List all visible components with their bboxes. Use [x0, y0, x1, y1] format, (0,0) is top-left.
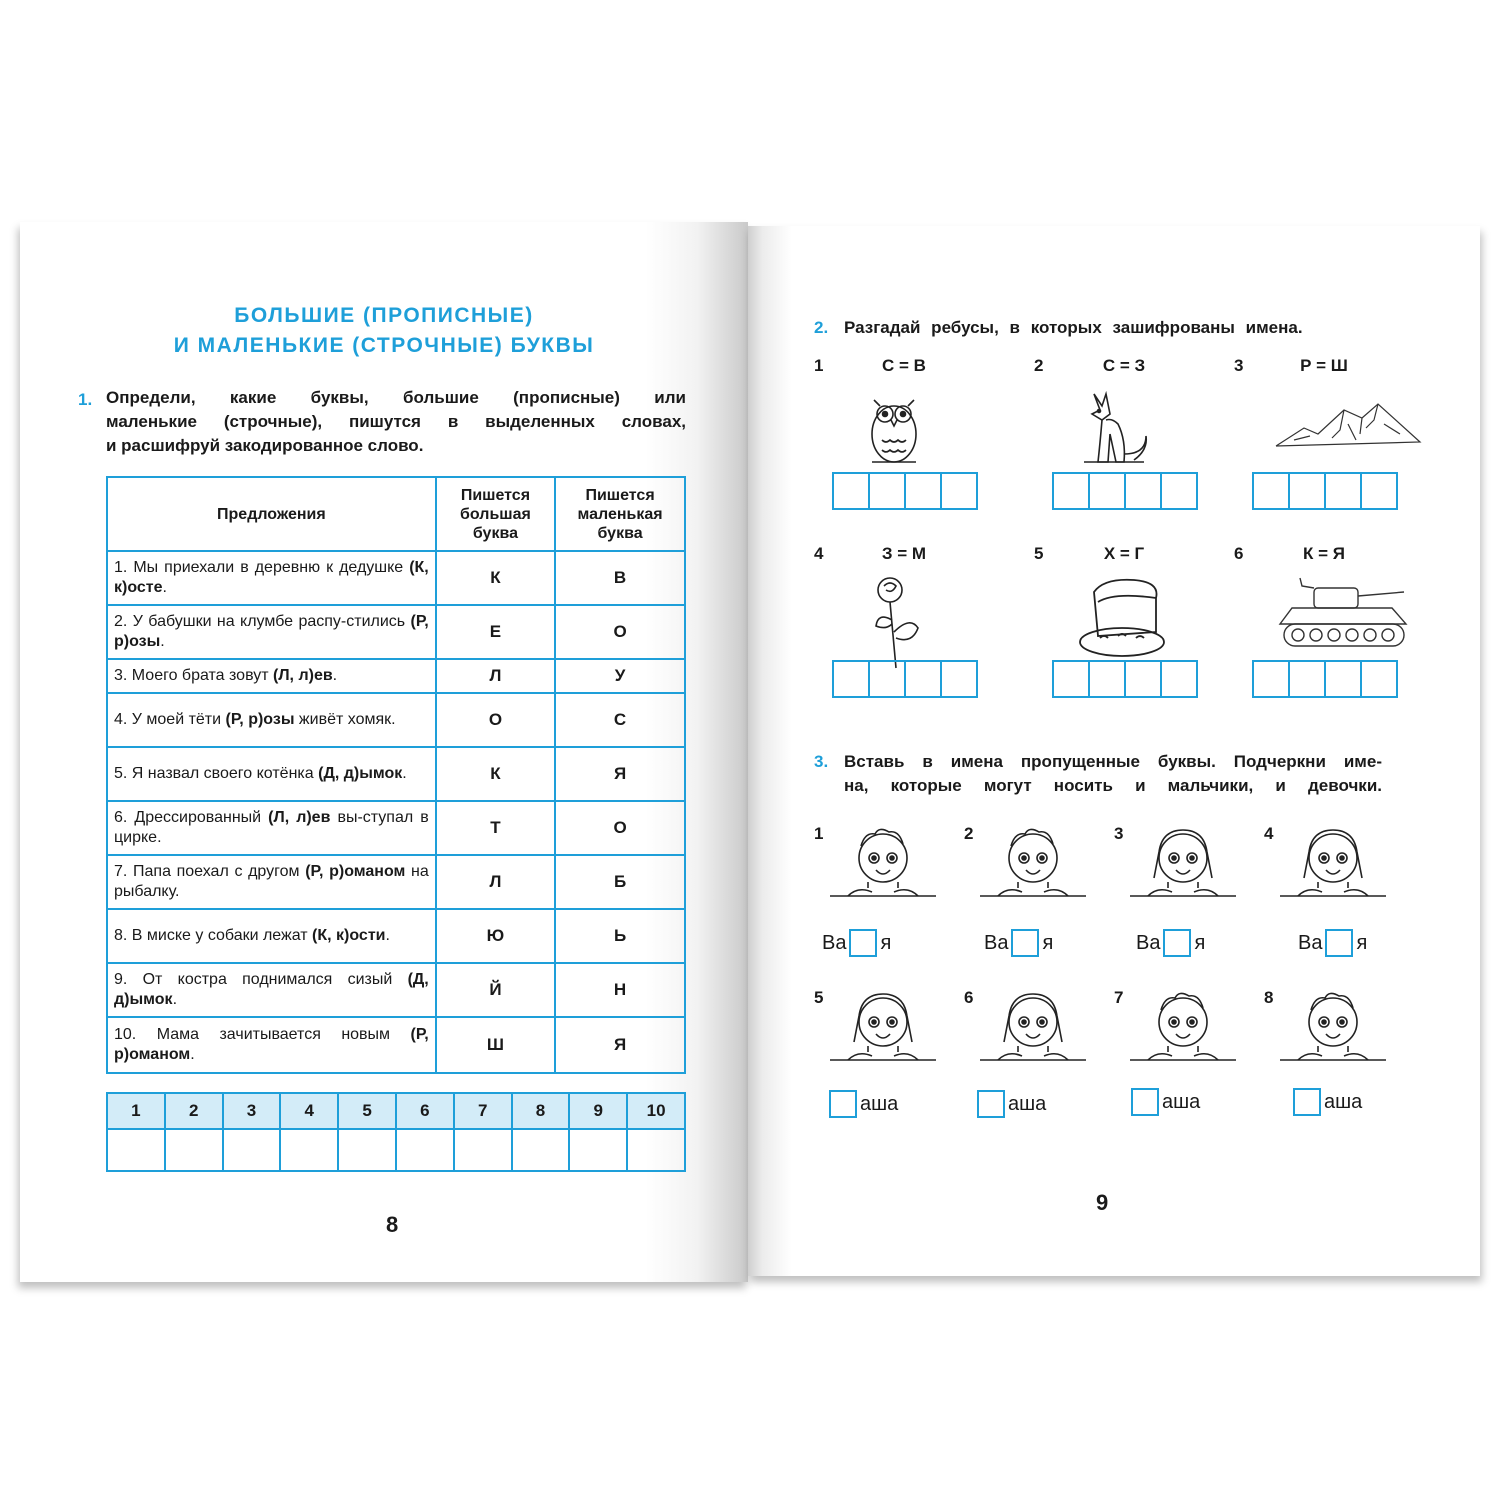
- page-number-right: 9: [1096, 1190, 1109, 1215]
- small-letter-cell: Я: [555, 1017, 685, 1073]
- header-small-letter: Пишется маленькая буква: [555, 477, 685, 551]
- sentence-text-end: .: [172, 991, 178, 1008]
- page-title-line2: И МАЛЕНЬКИЕ (СТРОЧНЫЕ) БУКВЫ: [173, 334, 595, 357]
- task1-text: [78, 386, 686, 458]
- answer-box[interactable]: [868, 660, 906, 698]
- table-row: [107, 551, 685, 605]
- big-letter-cell: Л: [436, 855, 555, 909]
- highlighted-word: (Д, д)ымок: [114, 971, 429, 1008]
- small-letter-cell: Н: [555, 963, 685, 1017]
- rebus-item: [1034, 356, 1194, 536]
- big-letter-cell: О: [436, 693, 555, 747]
- rebus-number: 5: [1034, 544, 1044, 563]
- code-number: 8: [512, 1093, 570, 1129]
- missing-letter-box[interactable]: [829, 1090, 857, 1118]
- sentence-cell: [107, 801, 436, 855]
- kid-number: 6: [964, 988, 974, 1007]
- big-letter-cell: Т: [436, 801, 555, 855]
- missing-letter-box[interactable]: [977, 1090, 1005, 1118]
- task3-number: 3.: [814, 752, 829, 771]
- answer-boxes: [834, 472, 978, 510]
- sentence-cell: [107, 693, 436, 747]
- small-letter-cell: О: [555, 801, 685, 855]
- missing-letter-box[interactable]: [1011, 929, 1039, 957]
- name-with-gap: [984, 929, 1053, 957]
- table-row: [107, 605, 685, 659]
- name-suffix: аша: [1162, 1090, 1201, 1113]
- small-letter-cell: У: [555, 659, 685, 693]
- rebus-rule: С = З: [1102, 356, 1146, 375]
- sentence-text: 3. Моего брата зовут: [114, 667, 273, 684]
- code-number-row: [107, 1093, 685, 1129]
- left-page: [20, 222, 748, 1282]
- name-suffix: аша: [1008, 1092, 1047, 1115]
- task2-number: 2.: [814, 318, 829, 337]
- task1-line1: Определи, какие буквы, большие (прописные) или: [106, 388, 686, 407]
- missing-letter-box[interactable]: [1131, 1088, 1159, 1116]
- sentence-text: 10. Мама зачитывается новым: [114, 1026, 411, 1043]
- sentence-text-end: .: [190, 1046, 195, 1063]
- rebus-rule: С = В: [882, 356, 926, 375]
- sentence-text: 4. У моей тёти: [114, 711, 226, 728]
- sentence-cell: [107, 605, 436, 659]
- kid-number: 8: [1264, 988, 1274, 1007]
- name-suffix: я: [880, 931, 892, 954]
- sentence-text-end: на рыбалку.: [114, 863, 429, 900]
- answer-box[interactable]: [940, 660, 978, 698]
- highlighted-word: (Р, р)озы: [114, 613, 429, 650]
- sentence-text: 5. Я назвал своего котёнка: [114, 765, 319, 782]
- big-letter-cell: К: [436, 551, 555, 605]
- table-row: [107, 659, 685, 693]
- header-big-letter: Пишется большая буква: [436, 477, 555, 551]
- big-letter-cell: Л: [436, 659, 555, 693]
- sentence-text-end: живёт хомяк.: [294, 711, 396, 728]
- code-answer-cell[interactable]: [454, 1129, 512, 1171]
- page-title-line1: БОЛЬШИЕ (ПРОПИСНЫЕ): [234, 304, 534, 327]
- sentences-table: [106, 476, 686, 1074]
- sentence-text-end: .: [162, 579, 167, 596]
- kid-number: 7: [1114, 988, 1124, 1007]
- highlighted-word: (К, к)ости: [312, 927, 386, 944]
- code-answer-cell[interactable]: [512, 1129, 570, 1171]
- highlighted-word: (Л, л)ев: [268, 809, 331, 826]
- code-answer-cell[interactable]: [627, 1129, 685, 1171]
- answer-box[interactable]: [832, 660, 870, 698]
- answer-box[interactable]: [1288, 660, 1326, 698]
- name-with-gap: [1298, 929, 1367, 957]
- answer-box[interactable]: [1360, 472, 1398, 510]
- table-row: [107, 1017, 685, 1073]
- rebus-item: [1234, 356, 1394, 536]
- sentence-text: 8. В миске у собаки лежат: [114, 927, 313, 944]
- code-answer-cell[interactable]: [165, 1129, 223, 1171]
- small-letter-cell: Ь: [555, 909, 685, 963]
- code-answer-cell[interactable]: [396, 1129, 454, 1171]
- small-letter-cell: Б: [555, 855, 685, 909]
- sentence-text-end: .: [385, 927, 390, 944]
- highlighted-word: (Р, р)озы: [225, 711, 295, 728]
- name-suffix: аша: [1324, 1090, 1363, 1113]
- highlighted-word: (К, к)осте: [114, 559, 429, 596]
- missing-letter-box[interactable]: [1163, 929, 1191, 957]
- answer-box[interactable]: [1360, 660, 1398, 698]
- sentence-cell: [107, 659, 436, 693]
- rebus-item: [814, 356, 974, 536]
- answer-boxes: [1054, 660, 1198, 698]
- answer-box[interactable]: [1160, 472, 1198, 510]
- rebus-rule: Р = Ш: [1300, 356, 1348, 375]
- rebus-number: 6: [1234, 544, 1244, 563]
- answer-box[interactable]: [1052, 660, 1090, 698]
- kid-number: 3: [1114, 824, 1124, 843]
- sentence-text-end: .: [402, 765, 407, 782]
- table-row: [107, 801, 685, 855]
- rebus-rule: Х = Г: [1103, 544, 1145, 563]
- code-number: 2: [165, 1093, 223, 1129]
- rebus-rule: К = Я: [1303, 544, 1345, 563]
- kid-number: 1: [814, 824, 824, 843]
- code-number: 7: [454, 1093, 512, 1129]
- answer-box[interactable]: [1088, 472, 1126, 510]
- missing-letter-box[interactable]: [1293, 1088, 1321, 1116]
- code-answer-cell[interactable]: [280, 1129, 338, 1171]
- answer-box[interactable]: [1252, 472, 1290, 510]
- header-sentences: Предложения: [107, 477, 436, 551]
- sentence-text-end: .: [160, 633, 165, 650]
- name-with-gap: [822, 929, 891, 957]
- table-row: [107, 693, 685, 747]
- code-number: 10: [627, 1093, 685, 1129]
- sentence-cell: [107, 747, 436, 801]
- task2-instruction: Разгадай ребусы, в которых зашифрованы имена.: [844, 318, 1303, 337]
- table-row: [107, 747, 685, 801]
- task1-line2: маленькие (строчные), пишутся в выделенных словах,: [106, 412, 686, 431]
- task1-number: 1.: [78, 390, 93, 409]
- missing-letter-box[interactable]: [849, 929, 877, 957]
- table-row: [107, 963, 685, 1017]
- answer-box[interactable]: [1288, 472, 1326, 510]
- answer-box[interactable]: [1324, 472, 1362, 510]
- name-with-gap: [1290, 1088, 1362, 1116]
- task1-line3: и расшифруй закодированное слово.: [106, 436, 424, 455]
- table-row: [107, 909, 685, 963]
- table-header-row: [107, 477, 685, 551]
- task3-line2: на, которые могут носить и мальчики, и девочки.: [844, 776, 1382, 795]
- name-prefix: Ва: [984, 931, 1009, 954]
- code-answer-cell[interactable]: [107, 1129, 165, 1171]
- sentence-cell: [107, 1017, 436, 1073]
- missing-letter-box[interactable]: [1325, 929, 1353, 957]
- page-number-left: 8: [386, 1212, 399, 1237]
- sentence-text-end: вы-ступал в цирке.: [114, 809, 429, 846]
- rebus-number: 1: [814, 356, 824, 375]
- answer-boxes: [834, 660, 978, 698]
- answer-box[interactable]: [1160, 660, 1198, 698]
- table-row: [107, 855, 685, 909]
- code-answer-row: [107, 1129, 685, 1171]
- name-prefix: Ва: [1298, 931, 1323, 954]
- table-body: [107, 551, 685, 1073]
- sentence-text: 2. У бабушки на клумбе распу-стились: [114, 613, 411, 630]
- code-number: 5: [338, 1093, 396, 1129]
- rebus-item: [1034, 544, 1194, 724]
- highlighted-word: (Д, д)ымок: [318, 765, 403, 782]
- name-with-gap: [1128, 1088, 1200, 1116]
- name-with-gap: [974, 1090, 1046, 1118]
- answer-box[interactable]: [868, 472, 906, 510]
- answer-box[interactable]: [1324, 660, 1362, 698]
- small-letter-cell: Я: [555, 747, 685, 801]
- sentence-text: 7. Папа поехал с другом: [114, 863, 306, 880]
- answer-boxes: [1254, 472, 1398, 510]
- code-table: [106, 1092, 686, 1172]
- code-number: 4: [280, 1093, 338, 1129]
- kid-number: 2: [964, 824, 974, 843]
- rebus-item: [1234, 544, 1394, 724]
- rebus-number: 4: [814, 544, 824, 563]
- name-suffix: я: [1356, 931, 1368, 954]
- answer-box[interactable]: [1252, 660, 1290, 698]
- answer-box[interactable]: [940, 472, 978, 510]
- small-letter-cell: С: [555, 693, 685, 747]
- big-letter-cell: Ш: [436, 1017, 555, 1073]
- sentence-cell: [107, 855, 436, 909]
- name-suffix: я: [1042, 931, 1054, 954]
- task3-text: [814, 750, 1382, 798]
- rebus-number: 2: [1034, 356, 1044, 375]
- big-letter-cell: Й: [436, 963, 555, 1017]
- answer-box[interactable]: [904, 472, 942, 510]
- rebus-rule: З = М: [881, 544, 927, 563]
- answer-box[interactable]: [1088, 660, 1126, 698]
- name-suffix: я: [1194, 931, 1206, 954]
- sentence-cell: [107, 551, 436, 605]
- task3-line1: Вставь в имена пропущенные буквы. Подчеркни име-: [844, 752, 1382, 771]
- answer-box[interactable]: [1052, 472, 1090, 510]
- code-answer-cell[interactable]: [569, 1129, 627, 1171]
- sentence-text: 9. От костра поднимался сизый: [114, 971, 408, 988]
- answer-box[interactable]: [1124, 660, 1162, 698]
- highlighted-word: (Л, л)ев: [273, 667, 333, 684]
- big-letter-cell: К: [436, 747, 555, 801]
- answer-box[interactable]: [832, 472, 870, 510]
- name-with-gap: [1136, 929, 1205, 957]
- sentence-cell: [107, 909, 436, 963]
- right-page: [748, 226, 1480, 1276]
- sentence-text-end: .: [332, 667, 338, 684]
- highlighted-word: (Р, р)оманом: [114, 1026, 429, 1063]
- small-letter-cell: В: [555, 551, 685, 605]
- kid-number: 5: [814, 988, 824, 1007]
- big-letter-cell: Ю: [436, 909, 555, 963]
- answer-boxes: [1254, 660, 1398, 698]
- answer-box[interactable]: [1124, 472, 1162, 510]
- code-number: 9: [569, 1093, 627, 1129]
- code-number: 1: [107, 1093, 165, 1129]
- rebus-item: [814, 544, 974, 724]
- sentence-text: 6. Дрессированный: [114, 809, 269, 826]
- answer-boxes: [1054, 472, 1198, 510]
- name-prefix: Ва: [822, 931, 847, 954]
- name-prefix: Ва: [1136, 931, 1161, 954]
- name-with-gap: [826, 1090, 898, 1118]
- answer-box[interactable]: [904, 660, 942, 698]
- small-letter-cell: О: [555, 605, 685, 659]
- sentence-text: 1. Мы приехали в деревню к дедушке: [114, 559, 410, 576]
- code-number: 3: [223, 1093, 281, 1129]
- sentence-cell: [107, 963, 436, 1017]
- name-suffix: аша: [860, 1092, 899, 1115]
- code-number: 6: [396, 1093, 454, 1129]
- highlighted-word: (Р, р)оманом: [305, 863, 406, 880]
- rebus-number: 3: [1234, 356, 1244, 375]
- code-answer-cell[interactable]: [223, 1129, 281, 1171]
- big-letter-cell: Е: [436, 605, 555, 659]
- code-answer-cell[interactable]: [338, 1129, 396, 1171]
- kid-number: 4: [1264, 824, 1274, 843]
